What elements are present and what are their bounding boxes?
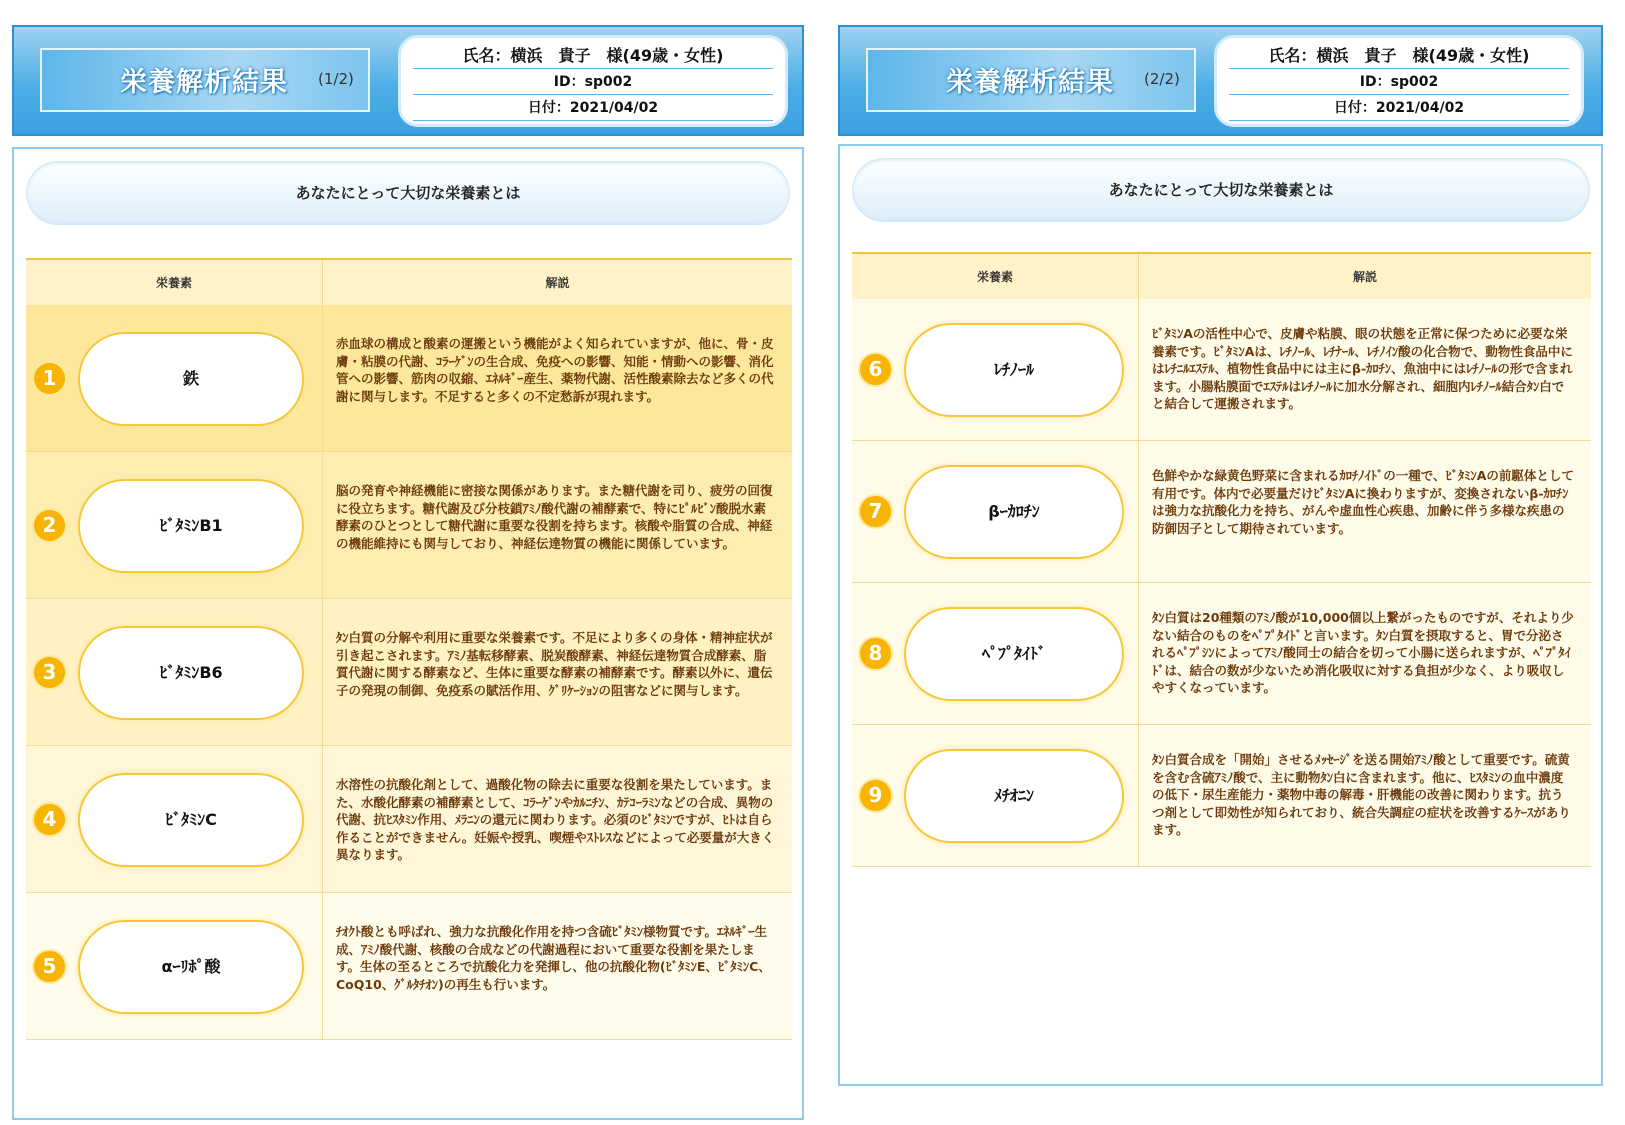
table-row	[852, 299, 1591, 441]
report-page-1	[12, 0, 804, 1125]
column-divider	[322, 746, 323, 892]
column-divider	[322, 452, 323, 598]
nutrient-name-pill: ﾋﾞﾀﾐﾝB6	[78, 626, 304, 720]
report-title: 栄養解析結果	[946, 67, 1114, 98]
report-header	[12, 25, 804, 136]
header-description: 解説	[1352, 270, 1377, 284]
table-row	[26, 746, 792, 893]
patient-id: ID：sp002	[1229, 70, 1569, 95]
header-nutrient: 栄養素	[155, 276, 192, 290]
patient-name: 氏名：横浜 貴子 様(49歳・女性)	[1229, 44, 1569, 69]
table-header	[852, 252, 1591, 302]
title-box	[866, 48, 1196, 112]
row-number-badge: 1	[34, 363, 65, 394]
nutrient-name-pill: ﾍﾟﾌﾟﾀｲﾄﾞ	[904, 607, 1124, 701]
nutrient-description: ﾋﾞﾀﾐﾝAの活性中心で、皮膚や粘膜、眼の状態を正常に保つために必要な栄養素です。ﾋﾞﾀﾐﾝAは、ﾚﾁﾉｰﾙ、ﾚﾁﾅｰﾙ、ﾚﾁﾉｲﾝ酸の化合物で、動物性食品中にはﾚﾁﾆﾙｴｽﾃﾙ、植物性食品中には主にβ-ｶﾛﾁﾝ、魚油中にはﾚﾁﾉｰﾙの形で含まれます。小腸粘膜面でｴｽﾃﾙはﾚﾁﾉｰﾙに加水分解され、細胞内ﾚﾁﾉｰﾙ結合ﾀﾝ白でと結合して運搬されます。	[1152, 326, 1573, 411]
patient-info-box	[398, 35, 788, 127]
nutrient-name-pill: αｰﾘﾎﾟ酸	[78, 920, 304, 1014]
nutrient-name-pill: ﾋﾞﾀﾐﾝB1	[78, 479, 304, 573]
table-row	[26, 452, 792, 599]
nutrient-name-pill: ﾚﾁﾉｰﾙ	[904, 323, 1124, 417]
table-row	[852, 583, 1591, 725]
table-row	[26, 893, 792, 1040]
nutrient-description: 脳の発育や神経機能に密接な関係があります。また糖代謝を司り、疲労の回復に役立ちます。糖代謝及び分枝鎖ｱﾐﾉ酸代謝の補酵素で、特にﾋﾟﾙﾋﾞﾝ酸脱水素酵素のひとつとして糖代謝に重要な役割を持ちます。核酸や脂質の合成、神経の機能維持にも関与しており、神経伝達物質の機能に関係しています。	[336, 483, 773, 551]
table-row	[852, 725, 1591, 867]
row-number-badge: 7	[860, 496, 891, 527]
nutrient-name-pill: ﾋﾞﾀﾐﾝC	[78, 773, 304, 867]
table-row	[26, 599, 792, 746]
table-header	[26, 258, 792, 308]
content-panel	[838, 144, 1603, 1086]
column-divider	[1138, 441, 1139, 582]
page-indicator: (1/2)	[318, 70, 354, 88]
nutrient-name-pill: 鉄	[78, 332, 304, 426]
nutrient-name-pill: βｰｶﾛﾁﾝ	[904, 465, 1124, 559]
row-number-badge: 3	[34, 657, 65, 688]
title-box	[40, 48, 370, 112]
section-banner: あなたにとって大切な栄養素とは	[852, 158, 1590, 222]
nutrient-description: 赤血球の構成と酸素の運搬という機能がよく知られていますが、他に、骨・皮膚・粘膜の代謝、ｺﾗｰｹﾞﾝの生合成、免疫への影響、知能・情動への影響、消化管への影響、筋肉の収縮、ｴﾈﾙｷﾞｰ産生、薬物代謝、活性酸素除去など多くの代謝に関与します。不足すると多くの不定愁訴が現れます。	[336, 336, 774, 404]
column-divider	[322, 893, 323, 1039]
report-date: 日付：2021/04/02	[413, 96, 773, 121]
nutrient-description: ﾀﾝ白質の分解や利用に重要な栄養素です。不足により多くの身体・精神症状が引き起こされます。ｱﾐﾉ基転移酵素、脱炭酸酵素、神経伝達物質合成酵素、脂質代謝に関する酵素など、生体に重要な酵素の補酵素です。酵素以外に、遺伝子の発現の制御、免疫系の賦活作用、ｸﾞﾘｹｰｼｮﾝの阻害などに関与します。	[336, 630, 773, 698]
header-nutrient: 栄養素	[976, 270, 1013, 284]
nutrient-description: ﾀﾝ白質は20種類のｱﾐﾉ酸が10,000個以上繋がったものですが、それより少ない結合のものをﾍﾟﾌﾟﾀｲﾄﾞと言います。ﾀﾝ白質を摂取すると、胃で分泌されるﾍﾟﾌﾟｼﾝによってｱﾐﾉ酸同士の結合を切って小腸に送られますが、ﾍﾟﾌﾟﾀｲﾄﾞは、結合の数が少ないため消化吸収に対する負担が少なく、より吸収しやすくなっています。	[1152, 610, 1574, 695]
row-number-badge: 5	[34, 951, 65, 982]
table-row	[852, 441, 1591, 583]
row-number-badge: 9	[860, 780, 891, 811]
report-header	[838, 25, 1603, 136]
nutrient-description: ﾁｵｸﾄ酸とも呼ばれ、強力な抗酸化作用を持つ含硫ﾋﾞﾀﾐﾝ様物質です。ｴﾈﾙｷﾞｰ生成、ｱﾐﾉ酸代謝、核酸の合成などの代謝過程において重要な役割を果たします。生体の至るところで抗酸化力を発揮し、他の抗酸化物(ﾋﾞﾀﾐﾝE、ﾋﾞﾀﾐﾝC、CoQ10、ｸﾞﾙﾀﾁｵﾝ)の再生も行います。	[336, 924, 771, 992]
nutrient-description: ﾀﾝ白質合成を「開始」させるﾒｯｾｰｼﾞを送る開始ｱﾐﾉ酸として重要です。硫黄を含む含硫ｱﾐﾉ酸で、主に動物ﾀﾝ白に含まれます。他に、ﾋｽﾀﾐﾝの血中濃度の低下・尿生産能力・薬物中毒の解毒・肝機能の改善に関わります。抗うつ剤として即効性が知られており、統合失調症の症状を改善するｹｰｽがあります。	[1152, 752, 1571, 837]
row-number-badge: 4	[34, 804, 65, 835]
page-indicator: (2/2)	[1144, 70, 1180, 88]
section-banner: あなたにとって大切な栄養素とは	[26, 161, 790, 225]
table-row	[26, 305, 792, 452]
row-number-badge: 2	[34, 510, 65, 541]
patient-name: 氏名：横浜 貴子 様(49歳・女性)	[413, 44, 773, 69]
report-page-2	[838, 0, 1603, 1125]
nutrient-table	[852, 252, 1591, 894]
row-number-badge: 8	[860, 638, 891, 669]
column-divider	[322, 599, 323, 745]
nutrient-table	[26, 258, 792, 1048]
column-divider	[1138, 299, 1139, 440]
report-date: 日付：2021/04/02	[1229, 96, 1569, 121]
patient-info-box	[1214, 35, 1584, 127]
row-number-badge: 6	[860, 354, 891, 385]
nutrient-description: 水溶性の抗酸化剤として、過酸化物の除去に重要な役割を果たしています。また、水酸化酵素の補酵素として、ｺﾗｰｹﾞﾝやｶﾙﾆﾁﾝ、ｶﾃｺｰﾗﾐﾝなどの合成、異物の代謝、抗ﾋｽﾀﾐﾝ作用、ﾒﾗﾆﾝの還元に関わります。必須のﾋﾞﾀﾐﾝですが、ﾋﾄは自ら作ることができません。妊娠や授乳、喫煙やｽﾄﾚｽなどによって必要量が大きく異なります。	[336, 777, 775, 862]
report-title: 栄養解析結果	[120, 67, 288, 98]
patient-id: ID：sp002	[413, 70, 773, 95]
content-panel	[12, 147, 804, 1120]
header-description: 解説	[545, 276, 570, 290]
nutrient-name-pill: ﾒﾁｵﾆﾝ	[904, 749, 1124, 843]
nutrient-description: 色鮮やかな緑黄色野菜に含まれるｶﾛﾁﾉｲﾄﾞの一種で、ﾋﾞﾀﾐﾝAの前駆体として有用です。体内で必要量だけﾋﾞﾀﾐﾝAに換わりますが、変換されないβ-ｶﾛﾁﾝは強力な抗酸化力を持ち、がんや虚血性心疾患、加齢に伴う多様な疾患の防御因子として期待されています。	[1152, 468, 1574, 536]
column-divider	[1138, 725, 1139, 866]
column-divider	[1138, 583, 1139, 724]
column-divider	[322, 305, 323, 451]
